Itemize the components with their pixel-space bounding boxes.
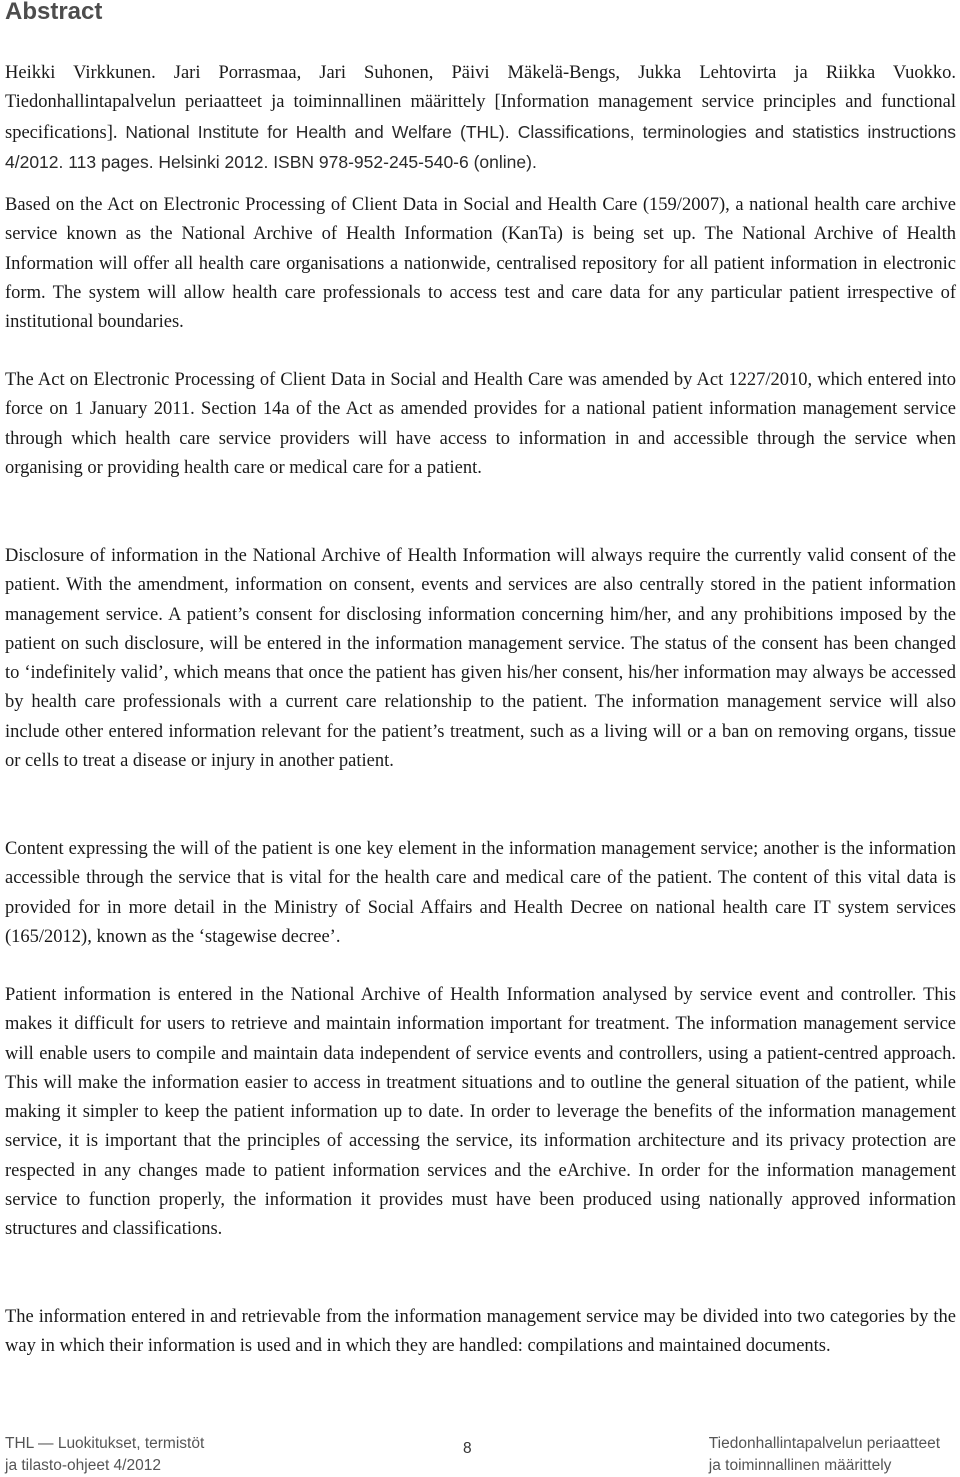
page-number: 8 <box>463 1440 472 1457</box>
footer-series <box>5 1433 204 1477</box>
body-paragraph-3: Disclosure of information in the National Archive of Health Information will always require the currently valid consent of the patient. With the amendment, information on consent, events and services are also centrally stored in the patient information management service. A patient’s consent for disclosing information concerning him/her, and any prohibitions imposed by the patient on such disclosure, will be entered in the information management service. The status of the consent has been changed to ‘indefinitely valid’, which means that once the patient has given his/her consent, his/her information may always be accessed by health care professionals with a current care relationship to the patient. The information management service will also include other entered information relevant for the patient’s treatment, such as a living will or a ban on removing organs, tissue or cells to treat a disease or injury in another patient. <box>5 546 956 772</box>
footer-title-line-1: Tiedonhallintapalvelun periaatteet <box>708 1435 940 1452</box>
citation-block <box>5 59 956 178</box>
citation-title: Tiedonhallintapalvelun periaatteet ja toiminnallinen määrittely [Information management service principles and functional specifications]. <box>5 92 956 143</box>
footer-series-line-2: ja tilasto-ohjeet 4/2012 <box>5 1457 161 1474</box>
body-paragraph-1: Based on the Act on Electronic Processing of Client Data in Social and Health Care (159/2007), a national health care archive service known as the National Archive of Health Information (KanTa) is being set up. The National Archive of Health Information will offer all health care organisations a nationwide, centralised repository for all patient information in electronic form. The system will allow health care professionals to access test and care data for any particular patient irrespective of institutional boundaries. <box>5 195 956 333</box>
body-paragraph-5: Patient information is entered in the National Archive of Health Information analysed by service event and controller. This makes it difficult for users to retrieve and maintain information important for treatment. The information management service will enable users to compile and maintain data independent of service events and controllers, using a patient-centred approach. This will make the information easier to access in treatment situations and to outline the general situation of the patient, while making it simpler to keep the patient information up to date. In order to leverage the benefits of the information management service, it is important that the principles of accessing the service, its information architecture and its privacy protection are respected in any changes made to patient information services and the eArchive. In order for the information management service to function properly, the information it provides must have been produced using nationally approved information structures and classifications. <box>5 985 956 1240</box>
abstract-heading: Abstract <box>5 0 103 25</box>
citation-authors: Heikki Virkkunen. Jari Porrasmaa, Jari Suhonen, Päivi Mäkelä-Bengs, Jukka Lehtovirta ja Riikka Vuokko. <box>5 63 956 83</box>
footer-series-line-1: THL — Luokitukset, termistöt <box>5 1435 205 1452</box>
body-paragraph-2: The Act on Electronic Processing of Client Data in Social and Health Care was amended by Act 1227/2010, which entered into force on 1 January 2011. Section 14a of the Act as amended provides for a national patient information management service through which health care service providers will have access to information in and accessible through the service when organising or providing health care or medical care for a patient. <box>5 370 956 478</box>
footer-title-line-2: ja toiminnallinen määrittely <box>708 1457 892 1474</box>
citation-publication: National Institute for Health and Welfare (THL). Classifications, terminologies and statistics instructions 4/2012. 113 pages. Helsinki 2012. ISBN 978-952-245-540-6 (online). <box>5 121 956 172</box>
body-paragraph-4: Content expressing the will of the patient is one key element in the information management service; another is the information accessible through the service that is vital for the health care and medical care of the patient. The content of this vital data is provided for in more detail in the Ministry of Social Affairs and Health Decree on national health care IT system services (165/2012), known as the ‘stagewise decree’. <box>5 839 956 947</box>
body-paragraph-6: The information entered in and retrievable from the information management service may be divided into two categories by the way in which their information is used and in which they are handled: compilations and maintained documents. <box>5 1307 956 1357</box>
footer-document-title <box>709 1433 940 1477</box>
